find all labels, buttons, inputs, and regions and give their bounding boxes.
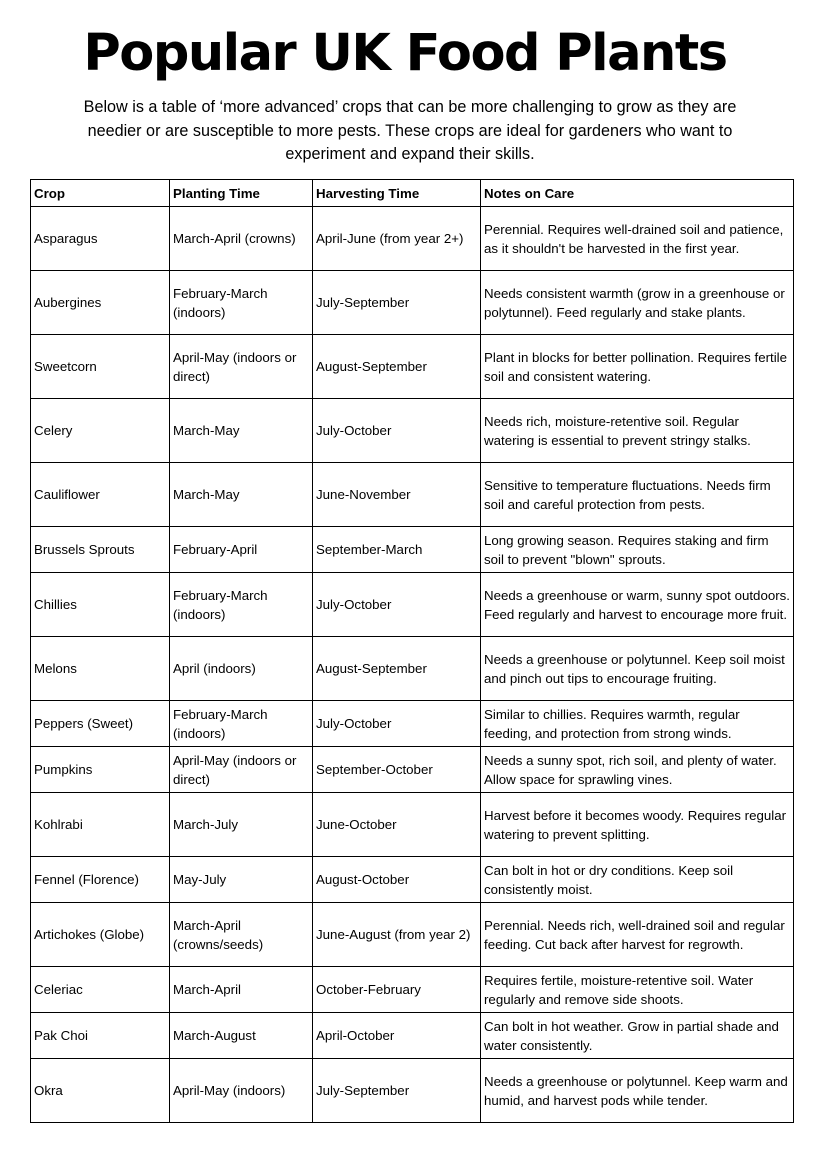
crop-cell: Cauliflower [31,463,170,527]
planting-time-cell: May-July [170,857,313,903]
notes-cell: Needs a greenhouse or warm, sunny spot outdoors. Feed regularly and harvest to encourage more fruit. [481,573,794,637]
crop-cell: Okra [31,1059,170,1123]
harvesting-time-cell: July-September [313,271,481,335]
notes-cell: Harvest before it becomes woody. Requires regular watering to prevent splitting. [481,793,794,857]
crop-cell: Aubergines [31,271,170,335]
planting-time-cell: March-May [170,399,313,463]
harvesting-time-cell: September-October [313,747,481,793]
header-row [31,180,794,207]
planting-time-cell: April-May (indoors or direct) [170,335,313,399]
planting-time-cell: April-May (indoors) [170,1059,313,1123]
crop-cell: Asparagus [31,207,170,271]
crop-cell: Chillies [31,573,170,637]
notes-cell: Needs a greenhouse or polytunnel. Keep soil moist and pinch out tips to encourage fruiting. [481,637,794,701]
table-row [31,967,794,1013]
planting-time-cell: April-May (indoors or direct) [170,747,313,793]
crop-cell: Sweetcorn [31,335,170,399]
harvesting-time-cell: June-October [313,793,481,857]
crop-cell: Celeriac [31,967,170,1013]
notes-cell: Long growing season. Requires staking and firm soil to prevent "blown" sprouts. [481,527,794,573]
notes-cell: Requires fertile, moisture-retentive soil. Water regularly and remove side shoots. [481,967,794,1013]
crop-cell: Peppers (Sweet) [31,701,170,747]
planting-time-cell: March-May [170,463,313,527]
table-row [31,793,794,857]
notes-cell: Needs consistent warmth (grow in a greenhouse or polytunnel). Feed regularly and stake plants. [481,271,794,335]
page-title: Popular UK Food Plants [83,24,727,83]
crop-cell: Kohlrabi [31,793,170,857]
harvesting-time-cell: April-October [313,1013,481,1059]
planting-time-cell: March-July [170,793,313,857]
header-crop: Crop [31,180,170,207]
notes-cell: Perennial. Requires well-drained soil and patience, as it shouldn't be harvested in the first year. [481,207,794,271]
crop-table [30,179,794,1123]
harvesting-time-cell: August-October [313,857,481,903]
table-row [31,335,794,399]
table-row [31,399,794,463]
notes-cell: Needs a greenhouse or polytunnel. Keep warm and humid, and harvest pods while tender. [481,1059,794,1123]
table-row [31,573,794,637]
planting-time-cell: February-March (indoors) [170,271,313,335]
planting-time-cell: February-March (indoors) [170,701,313,747]
notes-cell: Needs a sunny spot, rich soil, and plenty of water. Allow space for sprawling vines. [481,747,794,793]
table-row [31,637,794,701]
planting-time-cell: February-April [170,527,313,573]
table-row [31,207,794,271]
harvesting-time-cell: June-August (from year 2) [313,903,481,967]
harvesting-time-cell: July-October [313,701,481,747]
intro-paragraph: Below is a table of ‘more advanced’ crops that can be more challenging to grow as they are needier or are susceptible to more pests. These crops are ideal for gardeners who want to experiment and expand their skills. [83,98,737,163]
harvesting-time-cell: July-October [313,399,481,463]
harvesting-time-cell: July-September [313,1059,481,1123]
crop-table-head [31,180,794,207]
harvesting-time-cell: April-June (from year 2+) [313,207,481,271]
table-row [31,747,794,793]
header-notes-on-care: Notes on Care [481,180,794,207]
notes-cell: Perennial. Needs rich, well-drained soil and regular feeding. Cut back after harvest for regrowth. [481,903,794,967]
harvesting-time-cell: June-November [313,463,481,527]
planting-time-cell: April (indoors) [170,637,313,701]
notes-cell: Can bolt in hot or dry conditions. Keep soil consistently moist. [481,857,794,903]
harvesting-time-cell: September-March [313,527,481,573]
harvesting-time-cell: August-September [313,637,481,701]
table-row [31,463,794,527]
crop-cell: Fennel (Florence) [31,857,170,903]
crop-table-body [31,207,794,1123]
crop-cell: Pumpkins [31,747,170,793]
table-row [31,527,794,573]
notes-cell: Similar to chillies. Requires warmth, regular feeding, and protection from strong winds. [481,701,794,747]
crop-cell: Celery [31,399,170,463]
header-planting-time: Planting Time [170,180,313,207]
header-harvesting-time: Harvesting Time [313,180,481,207]
harvesting-time-cell: October-February [313,967,481,1013]
table-row [31,857,794,903]
crop-cell: Pak Choi [31,1013,170,1059]
table-row [31,1013,794,1059]
crop-cell: Artichokes (Globe) [31,903,170,967]
notes-cell: Sensitive to temperature fluctuations. Needs firm soil and careful protection from pests. [481,463,794,527]
planting-time-cell: March-April [170,967,313,1013]
planting-time-cell: March-April (crowns) [170,207,313,271]
planting-time-cell: March-August [170,1013,313,1059]
notes-cell: Needs rich, moisture-retentive soil. Regular watering is essential to prevent stringy stalks. [481,399,794,463]
notes-cell: Can bolt in hot weather. Grow in partial shade and water consistently. [481,1013,794,1059]
table-row [31,903,794,967]
planting-time-cell: March-April (crowns/seeds) [170,903,313,967]
table-row [31,1059,794,1123]
notes-cell: Plant in blocks for better pollination. Requires fertile soil and consistent watering. [481,335,794,399]
harvesting-time-cell: August-September [313,335,481,399]
crop-cell: Melons [31,637,170,701]
table-row [31,271,794,335]
planting-time-cell: February-March (indoors) [170,573,313,637]
harvesting-time-cell: July-October [313,573,481,637]
table-row [31,701,794,747]
crop-cell: Brussels Sprouts [31,527,170,573]
